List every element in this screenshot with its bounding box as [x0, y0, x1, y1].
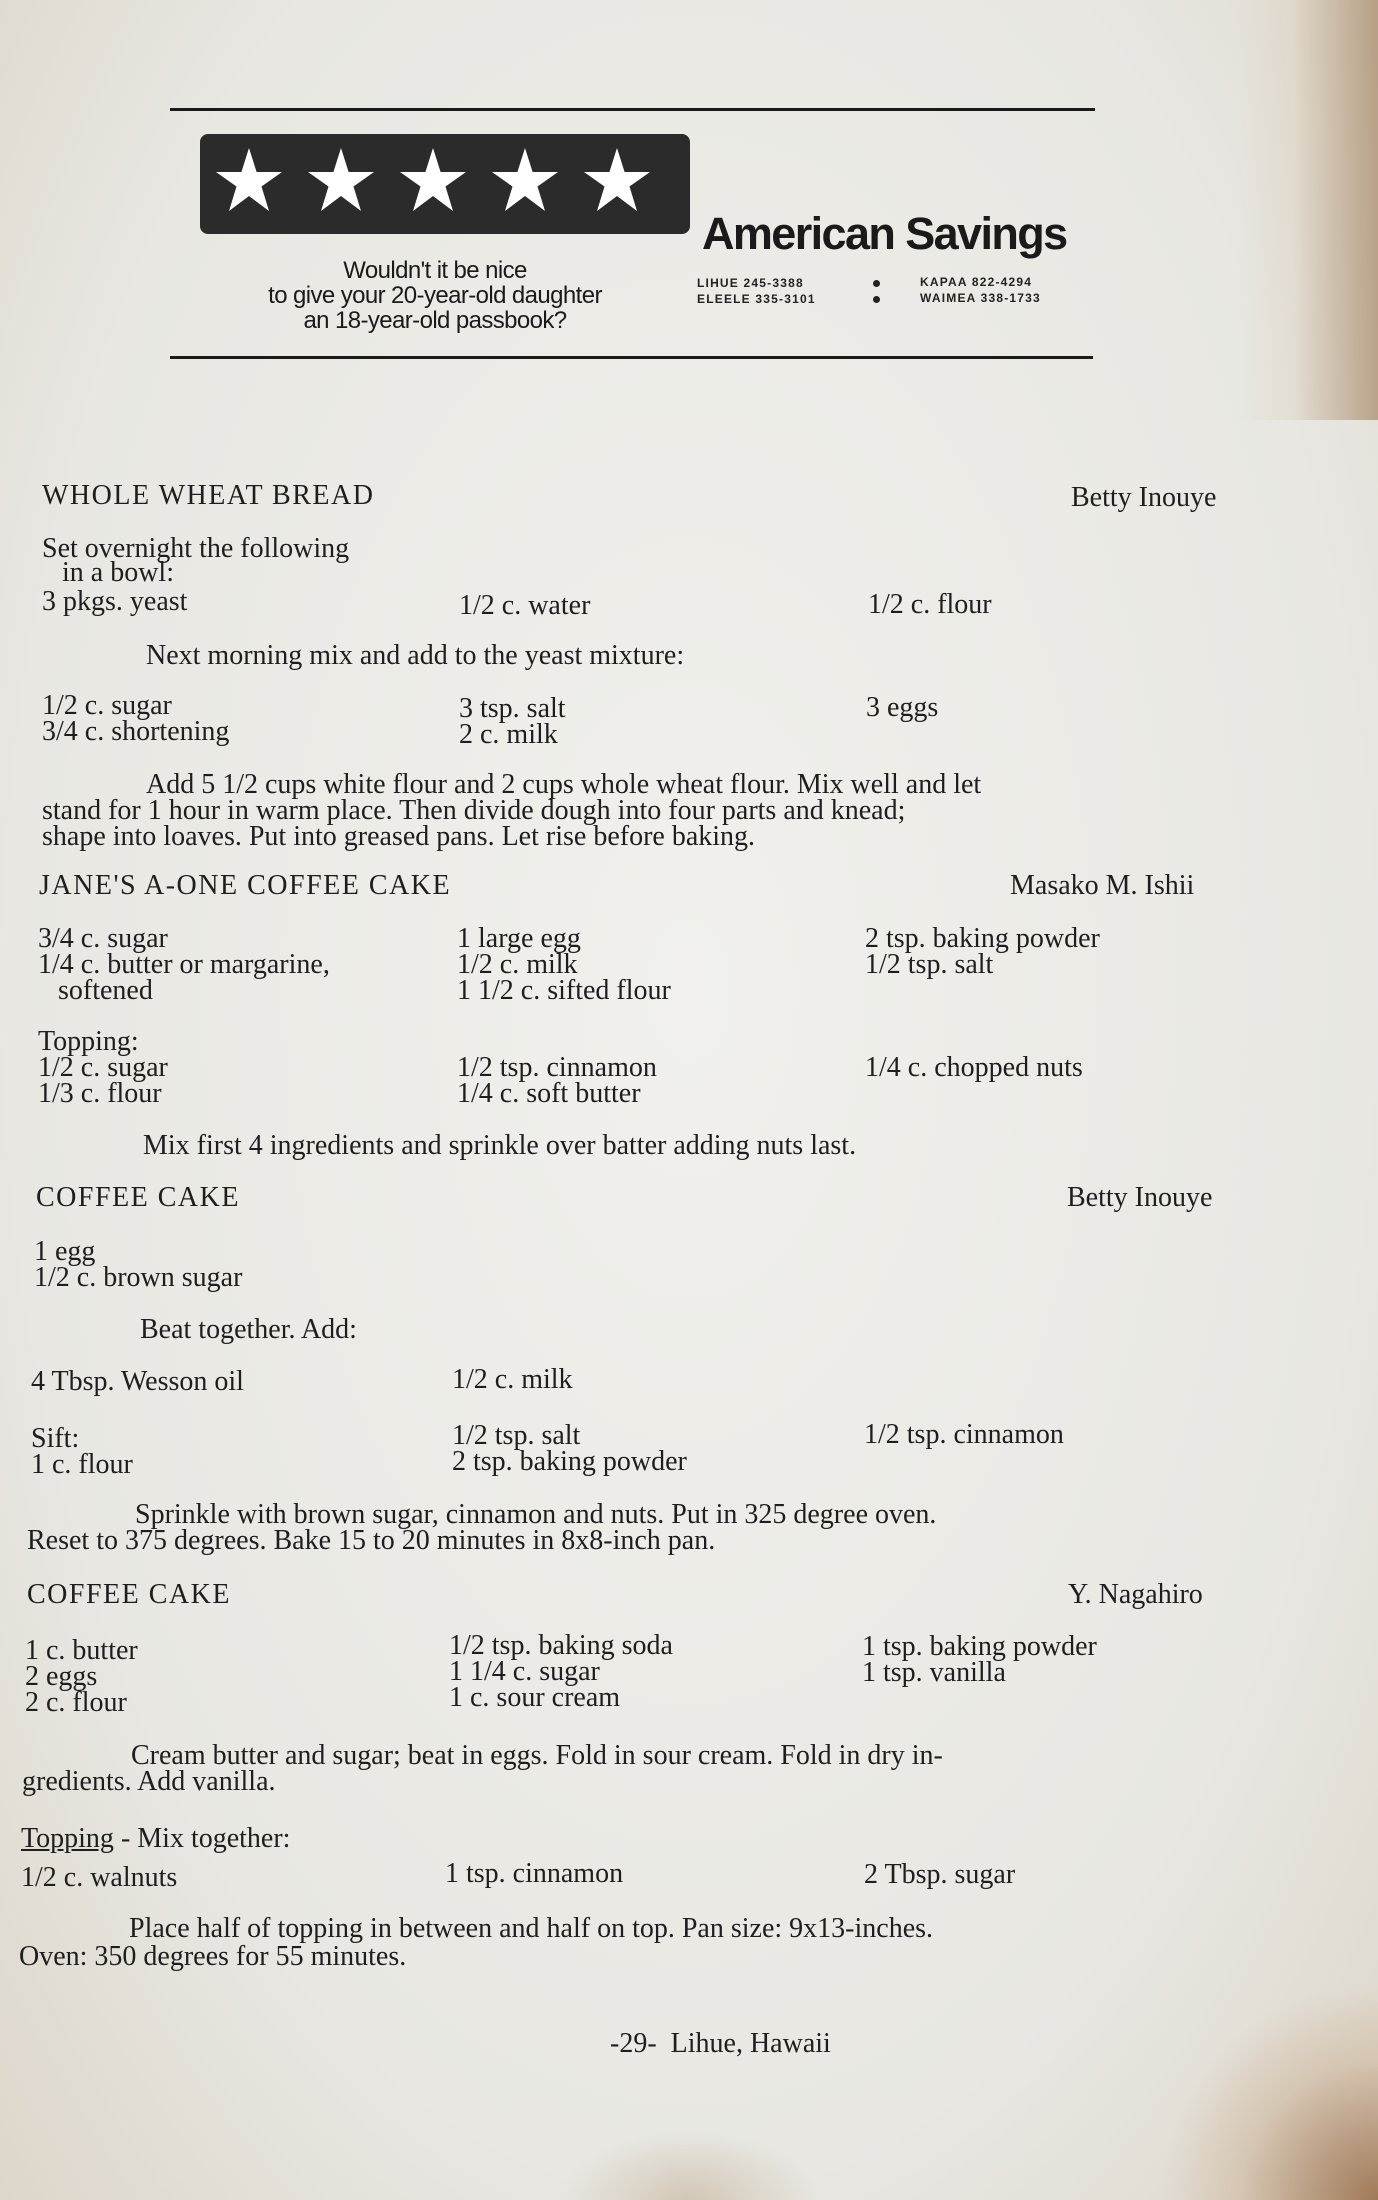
directions-text: Sprinkle with brown sugar, cinnamon and nuts. Put in 325 degree oven. [135, 1499, 937, 1530]
directions-text: shape into loaves. Put into greased pans. Let rise before baking. [42, 821, 756, 852]
ingredient: softened [58, 975, 153, 1006]
ingredient: 4 Tbsp. Wesson oil [31, 1366, 244, 1397]
recipe-author: Y. Nagahiro [1068, 1579, 1203, 1610]
ingredient: 2 c. milk [459, 719, 558, 750]
ingredient: 1/2 tsp. baking soda [449, 1630, 673, 1661]
paper-stain [1158, 1980, 1378, 2200]
ingredient: 2 tsp. baking powder [452, 1446, 687, 1477]
ingredient: 1/2 tsp. salt [452, 1420, 581, 1451]
ingredient: 1 c. sour cream [449, 1682, 621, 1713]
tagline-line: to give your 20-year-old daughter [268, 282, 602, 309]
ingredient: 3 eggs [866, 692, 939, 723]
ingredient: 1 c. flour [31, 1449, 133, 1480]
ingredient: 1/2 tsp. cinnamon [864, 1419, 1064, 1450]
topping-label [21, 1825, 290, 1853]
ingredient: 1 large egg [457, 923, 581, 954]
page-footer: -29- Lihue, Hawaii [610, 2028, 831, 2059]
directions-text: Place half of topping in between and half on top. Pan size: 9x13-inches. [129, 1913, 934, 1944]
recipe-title: JANE'S A-ONE COFFEE CAKE [39, 870, 452, 901]
ingredient: 1/2 tsp. cinnamon [457, 1052, 657, 1083]
ingredient: 1/2 c. milk [452, 1364, 573, 1395]
ingredient: 1 c. butter [25, 1635, 138, 1666]
ingredient: 1/2 tsp. salt [865, 949, 994, 980]
ingredient: 1 1/4 c. sugar [449, 1656, 600, 1687]
stars-banner [200, 134, 690, 234]
recipe-title: COFFEE CAKE [27, 1579, 231, 1610]
ingredient: 3/4 c. sugar [38, 923, 168, 954]
instruction-text: Beat together. Add: [140, 1314, 357, 1345]
recipe-author: Betty Inouye [1071, 482, 1217, 513]
ingredient: 3 pkgs. yeast [42, 586, 188, 617]
ingredient: 1 tsp. baking powder [862, 1631, 1097, 1662]
ingredient: 1 egg [34, 1236, 96, 1267]
ingredient: 1/4 c. butter or margarine, [38, 949, 330, 980]
recipe-author: Betty Inouye [1067, 1182, 1213, 1213]
ingredient: 1/2 c. milk [457, 949, 578, 980]
bullet-icon [873, 296, 880, 303]
ingredient: 1/4 c. soft butter [457, 1078, 641, 1109]
directions-text: Cream butter and sugar; beat in eggs. Fold in sour cream. Fold in dry in- [131, 1740, 943, 1771]
topping-heading: Topping [21, 1823, 114, 1854]
directions-text: Add 5 1/2 cups white flour and 2 cups whole wheat flour. Mix well and let [146, 769, 982, 800]
brand-name: American Savings [702, 208, 1067, 259]
directions-text: Reset to 375 degrees. Bake 15 to 20 minutes in 8x8-inch pan. [27, 1525, 716, 1556]
instruction-text: in a bowl: [62, 557, 174, 588]
five-stars-icon [200, 134, 690, 234]
topping-instruction: - Mix together: [113, 1823, 291, 1854]
branch-phone: WAIMEA 338-1733 [920, 291, 1041, 305]
ingredient: 1 1/2 c. sifted flour [457, 975, 671, 1006]
paper-stain [560, 2130, 820, 2200]
section-label: Sift: [31, 1423, 80, 1454]
directions-text: Mix first 4 ingredients and sprinkle over batter adding nuts last. [143, 1130, 857, 1161]
ingredient: 1/3 c. flour [38, 1078, 162, 1109]
ingredient: 1/2 c. water [459, 590, 591, 621]
instruction-text: Set overnight the following [42, 533, 350, 564]
ingredient: 1/4 c. chopped nuts [865, 1052, 1083, 1083]
ingredient: 1 tsp. cinnamon [445, 1858, 624, 1889]
ingredient: 1 tsp. vanilla [862, 1657, 1006, 1688]
ingredient: 1/2 c. brown sugar [34, 1262, 243, 1293]
branch-list [697, 275, 816, 307]
ingredient: 1/2 c. sugar [38, 1052, 168, 1083]
ingredient: 3 tsp. salt [459, 693, 566, 724]
branch-phone: ELEELE 335-3101 [697, 292, 816, 306]
ingredient: 3/4 c. shortening [42, 716, 230, 747]
directions-text: stand for 1 hour in warm place. Then divide dough into four parts and knead; [42, 795, 906, 826]
ingredient: 2 Tbsp. sugar [864, 1859, 1016, 1890]
directions-text: gredients. Add vanilla. [22, 1766, 276, 1797]
recipe-author: Masako M. Ishii [1010, 870, 1195, 901]
tagline-line: Wouldn't it be nice [343, 257, 527, 284]
directions-text: Oven: 350 degrees for 55 minutes. [19, 1941, 407, 1972]
ingredient: 1/2 c. sugar [42, 690, 172, 721]
recipe-title: WHOLE WHEAT BREAD [42, 480, 375, 511]
ad-tagline [250, 258, 620, 333]
ad-top-rule [170, 108, 1095, 111]
ingredient: 2 tsp. baking powder [865, 923, 1100, 954]
ingredient: 1/2 c. flour [868, 589, 992, 620]
recipe-title: COFFEE CAKE [36, 1182, 240, 1213]
instruction-text: Next morning mix and add to the yeast mixture: [146, 640, 685, 671]
paper-stain [1238, 0, 1378, 420]
ad-bottom-rule [170, 356, 1093, 359]
ingredient: 2 c. flour [25, 1687, 127, 1718]
bullet-icon [873, 280, 880, 287]
branch-phone: KAPAA 822-4294 [920, 275, 1033, 289]
branch-phone: LIHUE 245-3388 [697, 276, 804, 290]
section-label: Topping: [38, 1026, 139, 1057]
ingredient: 2 eggs [25, 1661, 98, 1692]
branch-list [920, 274, 1041, 306]
ingredient: 1/2 c. walnuts [21, 1862, 178, 1893]
tagline-line: an 18-year-old passbook? [303, 307, 567, 334]
